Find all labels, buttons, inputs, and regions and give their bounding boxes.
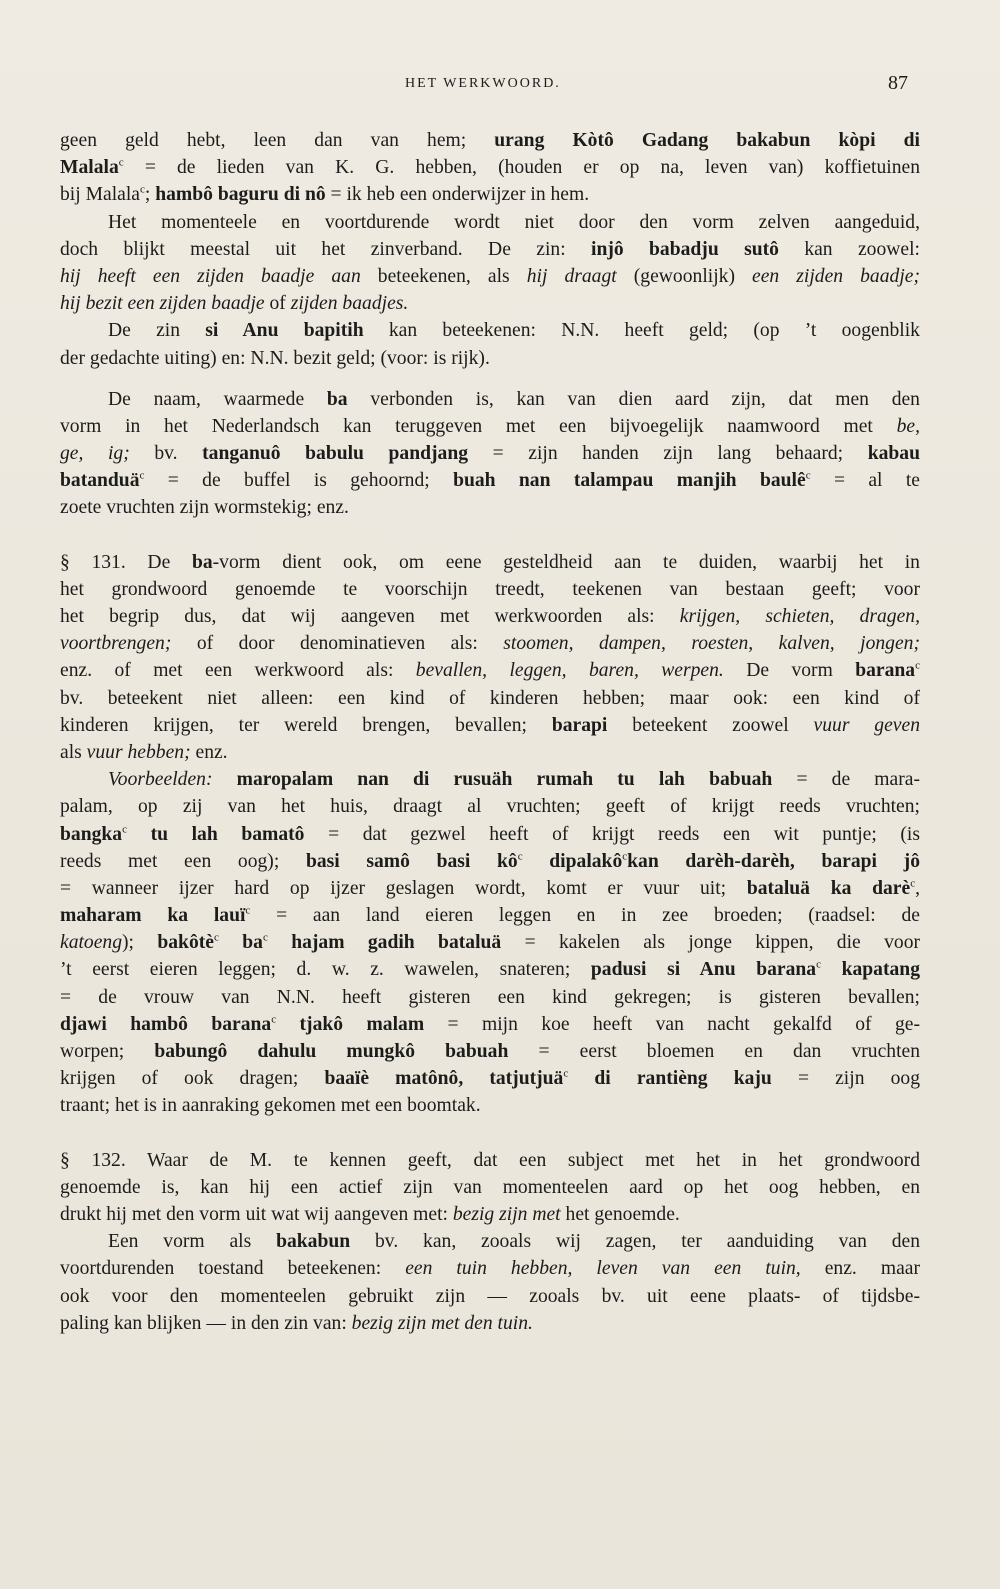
text-run: kan beteekenen: N.N. heeft geld; (op ’t oogenblik xyxy=(363,320,920,342)
italic-text: vuur geven xyxy=(813,714,920,736)
bold-term: hambô baguru di nô xyxy=(155,184,326,206)
text-run: = al te xyxy=(810,470,920,492)
italic-text: hij bezit een zijden baadje xyxy=(60,293,265,315)
bold-term: di rantièng kaju xyxy=(594,1068,772,1090)
text-line xyxy=(60,236,920,263)
text-run: = aan land eieren leggen en in zee broeden; (raadsel: de xyxy=(250,905,920,927)
superscript: c xyxy=(271,1013,277,1026)
text-line xyxy=(60,290,920,317)
text-run: beteekenen, als xyxy=(360,265,527,287)
text-line xyxy=(60,317,920,344)
bold-term: ba xyxy=(326,388,348,410)
text-line xyxy=(60,154,920,181)
italic-text: zijden baadjes. xyxy=(290,293,409,315)
text-line xyxy=(60,712,920,739)
text-run: = ik heb een onderwijzer in hem. xyxy=(325,184,590,206)
bold-term: maharam ka lauï xyxy=(60,905,246,927)
text-run: der gedachte uiting) en: N.N. bezit geld; (voor: is rijk). xyxy=(60,347,490,369)
text-run: bv. kan, zooals wij zagen, ter aanduiding van den xyxy=(350,1231,920,1253)
text-run: ook voor den momenteelen gebruikt zijn — zooals bv. uit eene plaats- of tijdsbe- xyxy=(60,1285,920,1307)
text-run: = dat gezwel heeft of krijgt reeds een wit puntje; (is xyxy=(304,823,920,845)
text-line xyxy=(60,549,920,576)
text-run: of door denominatieven als: xyxy=(171,633,504,655)
text-run: = wanneer ijzer hard op ijzer geslagen wordt, komt er vuur uit; xyxy=(60,877,747,899)
text-run xyxy=(268,932,291,953)
superscript: c xyxy=(915,659,920,672)
superscript: c xyxy=(910,877,916,890)
superscript: c xyxy=(517,850,523,863)
superscript: c xyxy=(563,1067,569,1080)
bold-term: barapi xyxy=(551,714,608,736)
text-run xyxy=(821,959,842,980)
text-run: = kakelen als jonge kippen, die voor xyxy=(501,932,920,954)
text-run xyxy=(523,851,550,872)
text-run: het grondwoord genoemde te voorschijn treedt, teekenen van bestaan geeft; voor xyxy=(60,578,920,600)
superscript: c xyxy=(245,904,251,917)
paragraph xyxy=(60,1147,920,1229)
paragraph-gap xyxy=(60,522,920,549)
text-line xyxy=(60,494,920,521)
bold-term: kabau xyxy=(867,443,920,465)
text-line xyxy=(60,848,920,875)
text-run: = de lieden van K. G. hebben, (houden er op na, leven van) koffietuinen xyxy=(123,157,920,179)
text-run: De zin xyxy=(108,320,206,342)
paragraph-gap xyxy=(60,372,920,386)
text-run: het begrip dus, dat wij aangeven met werkwoorden als: xyxy=(60,606,680,627)
italic-text: bezig zijn met den tuin. xyxy=(351,1312,533,1334)
bold-term: tu lah bamatô xyxy=(150,823,305,845)
text-line xyxy=(60,1228,920,1255)
superscript: c xyxy=(213,931,219,944)
text-run: (gewoonlijk) xyxy=(616,265,753,287)
text-line xyxy=(60,467,920,494)
text-run: = de vrouw van N.N. heeft gisteren een kind gekregen; is gisteren bevallen; xyxy=(60,986,920,1008)
text-run: het genoemde. xyxy=(560,1203,680,1225)
text-line xyxy=(60,413,920,440)
superscript: c xyxy=(262,931,268,944)
text-line xyxy=(60,576,920,603)
bold-term: injô babadju sutô xyxy=(591,238,779,260)
paragraph xyxy=(60,766,920,1119)
bold-term: batanduä xyxy=(60,470,140,492)
bold-term: urang Kòtô Gadang bakabun kòpi di xyxy=(494,130,920,151)
superscript: c xyxy=(622,850,628,863)
text-run: = zijn handen zijn lang behaard; xyxy=(468,443,868,465)
bold-term: bataluä ka darè xyxy=(746,877,911,899)
bold-term: bangka xyxy=(60,823,123,845)
italic-text: ge, ig; xyxy=(60,443,130,465)
text-run: = de buffel is gehoornd; xyxy=(144,470,454,492)
bold-term: barana xyxy=(855,660,916,682)
bold-term: buah nan talampau manjih baulê xyxy=(453,470,806,492)
text-run: = eerst bloemen en dan vruchten xyxy=(508,1041,920,1062)
bold-term: Malala xyxy=(60,157,119,179)
text-run: krijgen of ook dragen; xyxy=(60,1068,325,1090)
bold-term: maropalam nan di rusuäh rumah tu lah babuah xyxy=(236,769,773,791)
bold-term: tanganuô babulu pandjang xyxy=(202,443,469,465)
text-line xyxy=(60,929,920,956)
text-run xyxy=(568,1068,594,1089)
text-run: ; xyxy=(144,184,156,206)
text-line xyxy=(60,984,920,1011)
bold-term: kapatang xyxy=(841,959,920,981)
text-line xyxy=(60,209,920,236)
text-line xyxy=(60,793,920,820)
italic-text: bevallen, leggen, baren, werpen. xyxy=(415,660,724,682)
superscript: c xyxy=(805,469,811,482)
text-run: zoete vruchten zijn wormstekig; enz. xyxy=(60,497,349,519)
text-run xyxy=(212,769,236,790)
bold-term: bakôtè xyxy=(157,932,214,954)
text-run: of xyxy=(264,293,291,315)
text-line xyxy=(60,1092,920,1119)
text-run: kinderen krijgen, ter wereld brengen, bevallen; xyxy=(60,714,552,736)
superscript: c xyxy=(118,156,124,169)
text-run xyxy=(219,932,242,953)
paragraph xyxy=(60,127,920,209)
text-run: = mijn koe heeft van nacht gekalfd of ge- xyxy=(424,1013,920,1035)
text-run: voortdurenden toestand beteekenen: xyxy=(60,1258,406,1280)
text-line xyxy=(60,440,920,467)
text-line xyxy=(60,875,920,902)
text-line xyxy=(60,685,920,712)
text-run: traant; het is in aanraking gekomen met een boomtak. xyxy=(60,1095,481,1117)
italic-text: bezig zijn met xyxy=(452,1203,561,1225)
italic-text: een tuin hebben, leven van een tuin, xyxy=(405,1258,801,1280)
italic-text: Voorbeelden: xyxy=(108,769,213,791)
paragraph xyxy=(60,317,920,371)
superscript: c xyxy=(139,469,145,482)
text-line xyxy=(60,127,920,154)
bold-term: tjakô malam xyxy=(299,1013,425,1035)
superscript: c xyxy=(816,958,821,971)
text-run xyxy=(127,824,151,845)
text-line xyxy=(60,603,920,630)
bold-term: dipalakô xyxy=(549,850,623,872)
text-line xyxy=(60,386,920,413)
text-line xyxy=(60,739,920,766)
body-text xyxy=(60,127,920,1337)
bold-term: kan darèh-darèh, barapi jô xyxy=(627,850,920,872)
text-run: verbonden is, kan van dien aard zijn, dat men den xyxy=(347,388,920,410)
text-run: bv. xyxy=(129,443,203,465)
italic-text: be, xyxy=(896,415,920,437)
text-run: kan zoowel: xyxy=(778,238,920,260)
italic-text: hij draagt xyxy=(526,265,617,287)
text-run: = zijn oog xyxy=(771,1068,920,1090)
text-run: worpen; xyxy=(60,1041,155,1062)
italic-text: voortbrengen; xyxy=(60,633,172,655)
bold-term: hajam gadih bataluä xyxy=(291,932,502,954)
text-run: genoemde is, kan hij een actief zijn van momenteelen aard op het oog hebben, en xyxy=(60,1176,920,1198)
bold-term: babungô dahulu mungkô babuah xyxy=(154,1041,509,1062)
italic-text: vuur hebben; xyxy=(86,741,191,763)
paragraph xyxy=(60,549,920,767)
text-line xyxy=(60,1255,920,1282)
italic-text: katoeng xyxy=(60,932,123,954)
paragraph xyxy=(60,209,920,318)
bold-term: baaïè matônô, tatjutjuä xyxy=(324,1068,564,1090)
bold-term: ba xyxy=(242,932,263,954)
page-number: 87 xyxy=(888,72,908,94)
text-run: reeds met een oog); xyxy=(60,850,306,872)
text-line xyxy=(60,1065,920,1092)
text-run: § 132. Waar de M. te kennen geeft, dat een subject met het in het grondwoord xyxy=(60,1149,920,1171)
paragraph xyxy=(60,1228,920,1337)
text-run: bv. beteekent niet alleen: een kind of kinderen hebben; maar ook: een kind of xyxy=(60,687,920,709)
text-line xyxy=(60,263,920,290)
text-run: -vorm dient ook, om eene gesteldheid aan te duiden, waarbij het in xyxy=(212,551,920,573)
text-line xyxy=(60,630,920,657)
text-line xyxy=(60,345,920,372)
text-run: enz. maar xyxy=(800,1258,920,1280)
text-run: paling kan blijken — in den zin van: xyxy=(60,1312,352,1334)
italic-text: een zijden baadje; xyxy=(752,265,920,287)
bold-term: basi samô basi kô xyxy=(305,850,518,872)
bold-term: djawi hambô barana xyxy=(60,1013,272,1035)
text-run: , xyxy=(915,877,920,899)
paragraph xyxy=(60,386,920,522)
text-line xyxy=(60,1310,920,1337)
text-run: De naam, waarmede xyxy=(108,388,327,410)
text-run: vorm in het Nederlandsch kan teruggeven met een bijvoegelijk naamwoord met xyxy=(60,415,897,437)
text-line xyxy=(60,1038,920,1065)
text-line xyxy=(60,1283,920,1310)
text-line xyxy=(60,766,920,793)
running-head: HET WERKWOORD. xyxy=(405,76,561,91)
text-run: geen geld hebt, leen dan van hem; xyxy=(60,130,495,151)
text-line xyxy=(60,1201,920,1228)
text-run: beteekent zoowel xyxy=(607,714,814,736)
text-run: Een vorm als xyxy=(108,1231,277,1253)
paragraph-gap xyxy=(60,1120,920,1147)
bold-term: bakabun xyxy=(276,1231,351,1253)
text-line xyxy=(60,956,920,983)
text-run: enz. of met een werkwoord als: xyxy=(60,660,416,682)
text-run: = de mara- xyxy=(772,769,920,791)
text-run: palam, op zij van het huis, draagt al vruchten; geeft of krijgt reeds vruchten; xyxy=(60,796,920,818)
text-run: § 131. De xyxy=(60,551,192,573)
text-run: De vorm xyxy=(723,660,856,682)
superscript: c xyxy=(139,183,145,196)
text-run: ); xyxy=(122,932,158,954)
text-run: drukt hij met den vorm uit wat wij aangeven met: xyxy=(60,1203,453,1225)
text-run xyxy=(276,1014,299,1035)
italic-text: stoomen, dampen, roesten, kalven, jongen; xyxy=(503,633,920,655)
text-run: doch blijkt meestal uit het zinverband. De zin: xyxy=(60,238,591,260)
text-line xyxy=(60,181,920,208)
text-line xyxy=(60,1174,920,1201)
text-run: bij Malala xyxy=(60,184,140,206)
text-line xyxy=(60,1011,920,1038)
text-run: enz. xyxy=(190,741,228,763)
text-run: als xyxy=(60,741,87,763)
text-run: Het momenteele en voortdurende wordt niet door den vorm zelven aangeduid, xyxy=(108,211,920,233)
bold-term: ba xyxy=(191,551,213,573)
italic-text: krijgen, schieten, dragen, xyxy=(679,606,920,627)
text-line xyxy=(60,902,920,929)
italic-text: hij heeft een zijden baadje aan xyxy=(60,265,361,287)
text-line xyxy=(60,821,920,848)
text-line xyxy=(60,1147,920,1174)
text-run: ’t eerst eieren leggen; d. w. z. wawelen, snateren; xyxy=(60,959,591,981)
superscript: c xyxy=(122,822,127,835)
bold-term: padusi si Anu barana xyxy=(590,959,817,981)
text-line xyxy=(60,657,920,684)
bold-term: si Anu bapitih xyxy=(205,320,364,342)
